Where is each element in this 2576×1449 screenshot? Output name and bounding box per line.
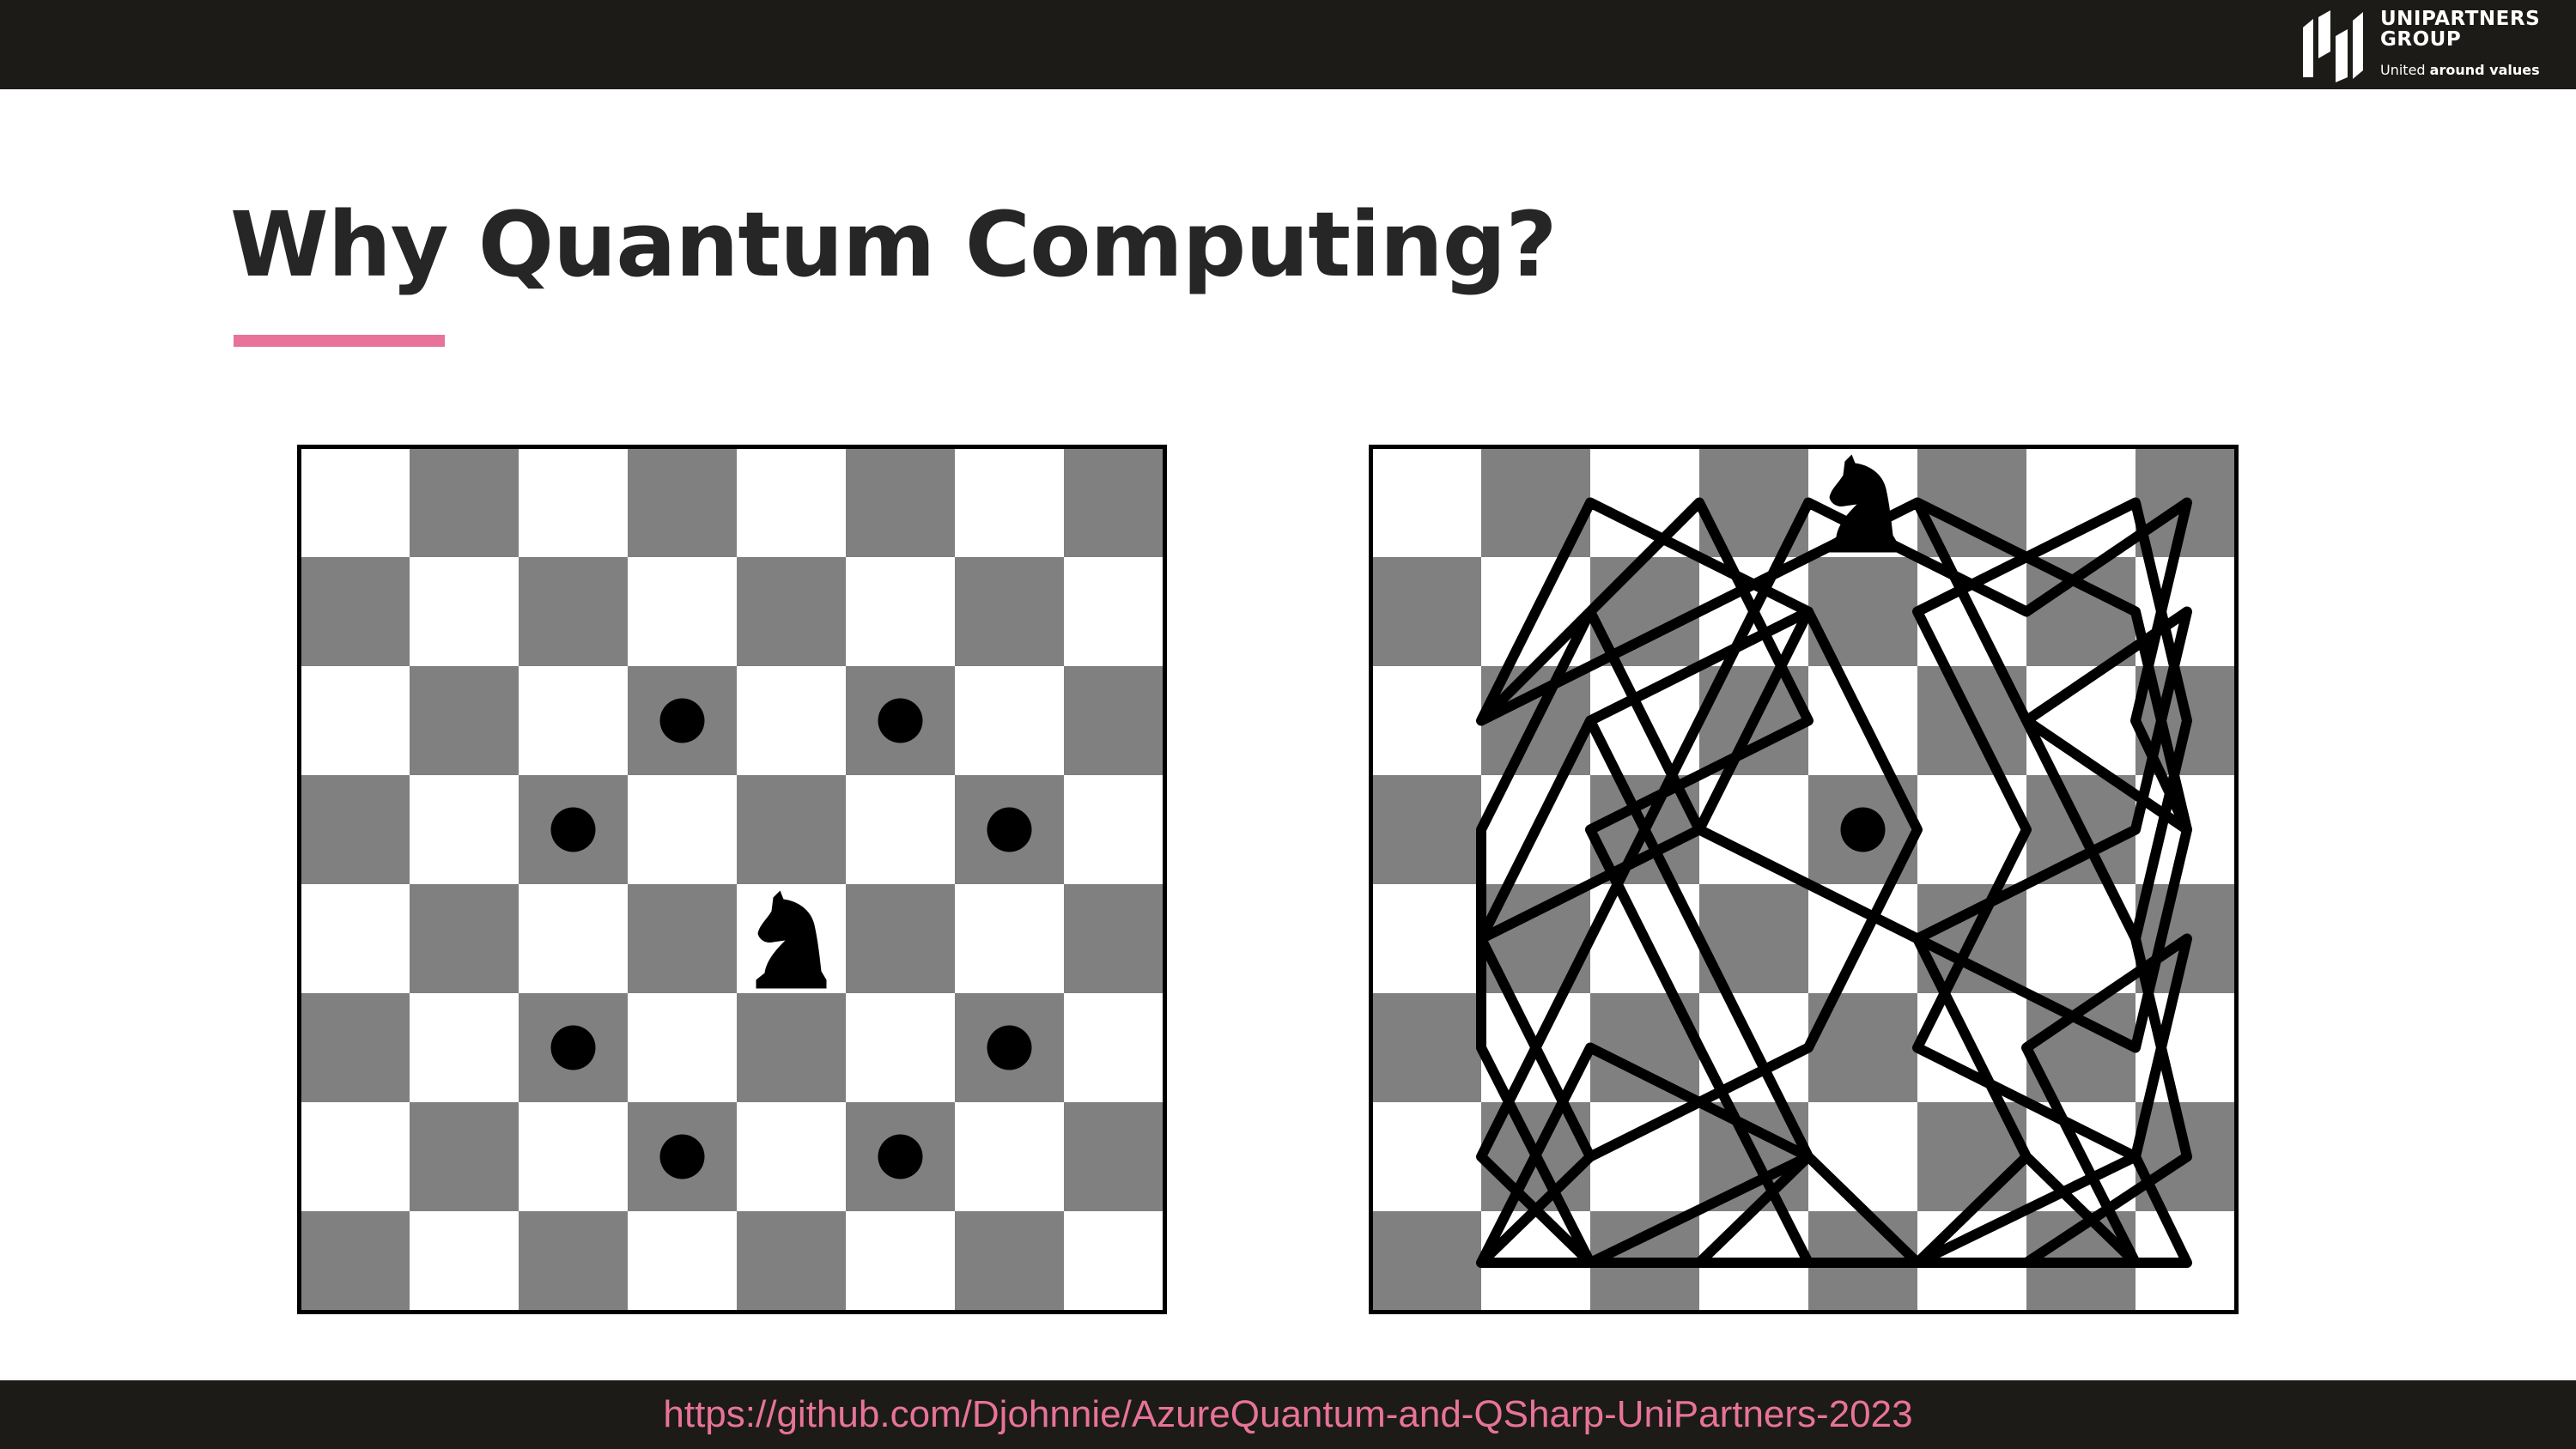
dark-square bbox=[1064, 1102, 1167, 1211]
dark-square bbox=[1064, 666, 1167, 775]
move-dot bbox=[551, 1026, 596, 1070]
dark-square bbox=[301, 557, 410, 666]
top-bar bbox=[0, 0, 2576, 89]
dark-square bbox=[955, 1211, 1064, 1314]
logo-text-line1: UNIPARTNERS bbox=[2380, 8, 2541, 30]
logo-tagline bbox=[2380, 62, 2540, 78]
bottom-bar bbox=[0, 1380, 2576, 1449]
move-dot bbox=[660, 699, 705, 743]
move-dot bbox=[987, 1026, 1032, 1070]
dark-square bbox=[301, 1211, 410, 1314]
dark-square bbox=[519, 557, 628, 666]
dark-square bbox=[846, 448, 955, 557]
footer-github-link[interactable]: https://github.com/Djohnnie/AzureQuantum-and-QSharp-UniPartners-2023 bbox=[663, 1393, 1913, 1435]
logo-tagline-bold: around values bbox=[2429, 62, 2540, 78]
logo-text-line2: GROUP bbox=[2380, 28, 2462, 51]
dark-square bbox=[846, 884, 955, 993]
unipartners-logo[interactable] bbox=[2301, 9, 2559, 86]
dark-square bbox=[410, 884, 519, 993]
dark-square bbox=[737, 775, 846, 884]
chessboard-knights-tour bbox=[1369, 445, 2239, 1314]
move-dot bbox=[878, 699, 923, 743]
chessboard-knight-moves bbox=[297, 445, 1167, 1314]
dark-square bbox=[1064, 884, 1167, 993]
move-dot bbox=[660, 1135, 705, 1179]
dark-square bbox=[410, 1102, 519, 1211]
dark-square bbox=[628, 448, 737, 557]
dark-square bbox=[1372, 775, 1481, 884]
dark-square bbox=[519, 1211, 628, 1314]
dark-square bbox=[737, 993, 846, 1102]
dark-square bbox=[1372, 993, 1481, 1102]
title-accent-underline bbox=[234, 335, 445, 347]
dark-square bbox=[301, 993, 410, 1102]
dark-square bbox=[1372, 557, 1481, 666]
dark-square bbox=[1064, 448, 1167, 557]
dark-square bbox=[1372, 1211, 1481, 1314]
move-dot bbox=[878, 1135, 923, 1179]
unipartners-logo-icon bbox=[2301, 10, 2373, 82]
move-dot bbox=[987, 808, 1032, 852]
dark-square bbox=[628, 884, 737, 993]
slide-title: Why Quantum Computing? bbox=[230, 192, 1557, 297]
dark-square bbox=[955, 557, 1064, 666]
logo-tagline-light: United bbox=[2380, 62, 2430, 78]
dark-square bbox=[410, 666, 519, 775]
move-dot bbox=[1841, 808, 1886, 852]
move-dot bbox=[551, 808, 596, 852]
dark-square bbox=[737, 1211, 846, 1314]
dark-square bbox=[737, 557, 846, 666]
dark-square bbox=[410, 448, 519, 557]
dark-square bbox=[301, 775, 410, 884]
